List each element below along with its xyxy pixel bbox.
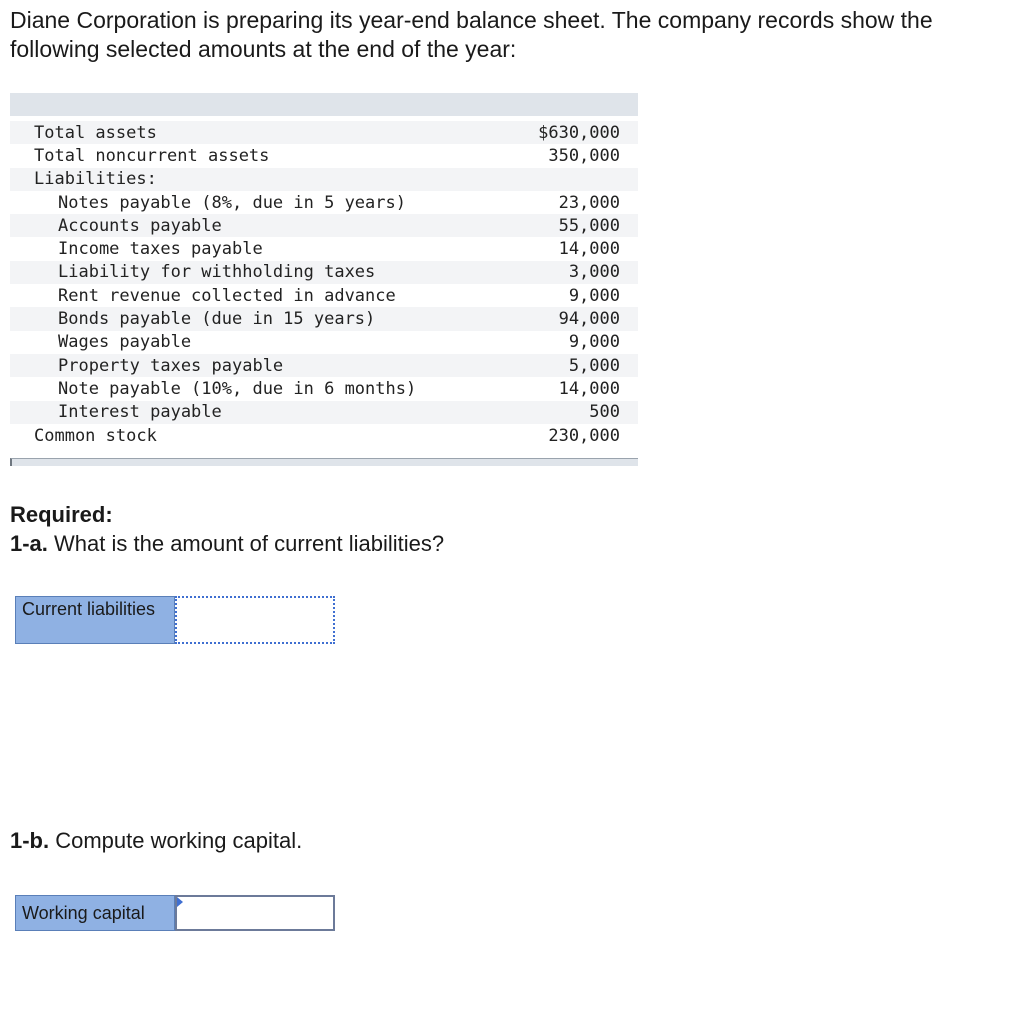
question-1b-number: 1-b. [10,828,50,853]
table-row [10,214,638,237]
row-amount: 23,000 [558,192,620,213]
row-amount: 55,000 [558,215,620,236]
balance-data-table [10,93,638,466]
row-amount: 3,000 [568,262,620,283]
problem-intro: Diane Corporation is preparing its year-end balance sheet. The company records show the following selected amounts at the end of the year: [10,7,933,62]
current-liabilities-input[interactable] [175,596,335,644]
row-label: Note payable (10%, due in 6 months) [58,378,417,399]
table-row [10,401,638,424]
row-label: Income taxes payable [58,239,263,260]
table-row [10,261,638,284]
question-1b-text: Compute working capital. [49,828,303,853]
required-section [10,500,444,558]
row-label: Liability for withholding taxes [58,262,376,283]
working-capital-answer-row [15,895,335,931]
row-amount: 94,000 [558,309,620,330]
row-amount: 5,000 [568,355,620,376]
row-label: Notes payable (8%, due in 5 years) [58,192,406,213]
row-label: Interest payable [58,402,222,423]
row-label: Total noncurrent assets [34,145,270,166]
row-amount: 9,000 [568,285,620,306]
row-label: Bonds payable (due in 15 years) [58,309,376,330]
row-label: Property taxes payable [58,355,284,376]
row-label: Wages payable [58,332,192,353]
working-capital-label: Working capital [15,895,175,931]
row-amount: 230,000 [548,425,620,446]
table-row [10,168,638,191]
row-label: Rent revenue collected in advance [58,285,396,306]
current-liabilities-label: Current liabilities [15,596,175,644]
table-row [10,354,638,377]
row-label: Total assets [34,122,157,143]
row-amount: 9,000 [568,332,620,353]
question-1b [10,826,302,855]
question-1a-number: 1-a. [10,531,48,556]
table-footer-band [10,458,638,466]
table-row [10,121,638,144]
table-row [10,307,638,330]
table-row [10,191,638,214]
table-row [10,284,638,307]
row-label: Common stock [34,425,157,446]
table-row [10,331,638,354]
row-label: Liabilities: [34,169,157,190]
table-row [10,237,638,260]
row-amount: 500 [589,402,620,423]
question-1a [10,529,444,558]
table-row [10,377,638,400]
row-amount: $630,000 [538,122,620,143]
current-liabilities-answer-row [15,596,335,644]
working-capital-input[interactable] [175,895,335,931]
table-row [10,144,638,167]
required-heading: Required: [10,502,113,527]
table-row [10,424,638,447]
table-header-band [10,93,638,116]
row-amount: 350,000 [548,145,620,166]
question-1a-text: What is the amount of current liabilities? [47,531,445,556]
row-amount: 14,000 [558,239,620,260]
row-amount: 14,000 [558,378,620,399]
row-label: Accounts payable [58,215,222,236]
